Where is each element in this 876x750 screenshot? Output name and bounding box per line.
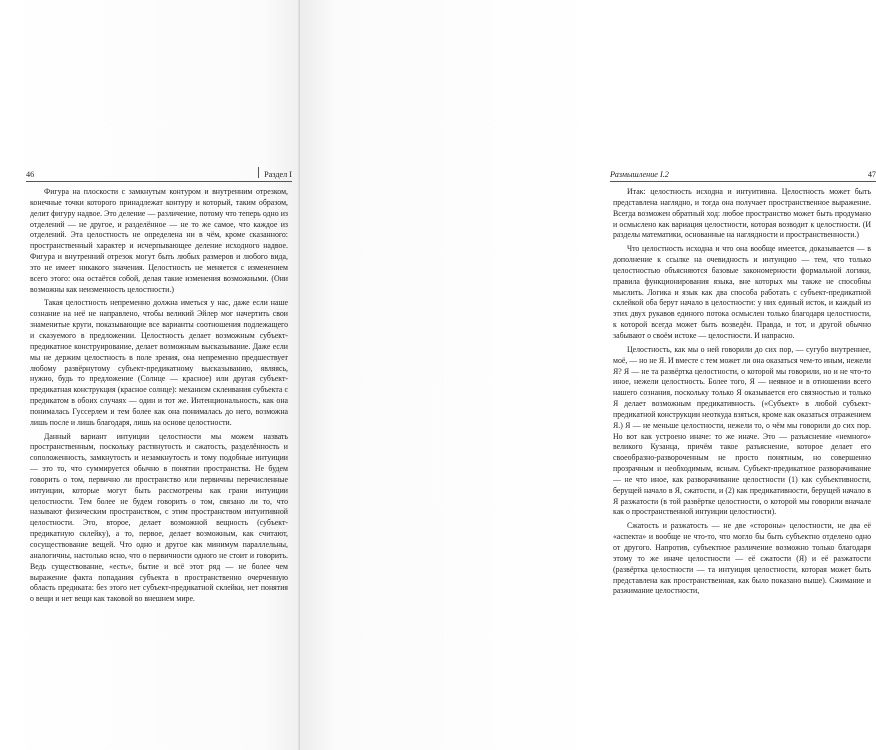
paragraph: Такая целостность непременно должна иметься у нас, даже если наше сознание на неё не направлено, чтобы великий Эйлер мог начертить свои знаменитые круги, показывающие все варианты соотношения подлежащего и сказуемого в предложении. Целостность делает возможным субъект-предикатное конструирование, делает возможным высказывание. Даже если мы не держим целостность в поле зрения, она непременно предшествует любому развёрнутому субъект-предикатному высказыванию, являясь, нужно, будь то предложение (Солнце — красное) или другая субъект-предикатная конструкция (красное солнце): механизм склеивания субъекта с предикатом в обоих случаях — один и тот же. Интенциональность, как она понималась Гуссерлем и тем более как она понималась до него, возможна лишь после и лишь благодаря, лишь на основе целостности. [30, 298, 288, 427]
left-page [0, 0, 300, 750]
left-section-label [253, 167, 292, 181]
left-body-text [30, 187, 288, 605]
running-head-divider [258, 167, 259, 178]
left-running-head [26, 167, 292, 182]
right-page-number: 47 [867, 170, 876, 179]
right-section-title: Размышление I.2 [610, 170, 669, 179]
left-page-number: 46 [26, 170, 35, 179]
paragraph: Фигура на плоскости с замкнутым контуром и внутренним отрезком, конечные точки которого принадлежат контуру и который, таким образом, делит фигуру надвое. Это деление — различение, потому что теперь одно из отделений — не другое, и разделённое — не то же самое, что каждое из отделений. Эта целостность не определена ни в чём, кроме сказанного: пространственный характер и исчерпывающее деление исходного надвое. Фигура и внутренний отрезок могут быть любых размеров и любого вида, это не имеет никакого значения. Целостность не меняется с изменением всего этого: она остаётся собой, делая такие изменения возможными. (Они возможны как неизменность целостности.) [30, 187, 288, 294]
paragraph: Целостность, как мы о ней говорили до сих пор, — сугубо внутреннее, моё, — но не Я. И вместе с тем может ли она оказаться чем-то иным, нежели Я? Я — не та развёртка целостности, о которой мы говорили, но и не что-то иное, нежели целостность. Более того, Я — неявное и в отношении всего нашего сознания, поскольку только Я оказывается его связностью и только Я делает возможным предикативность. («Субъект» в любой субъект-предикатной конструкции неоткуда взяться, кроме как оказаться отражением Я.) Я — не меньше целостности, нежели то, о чём мы говорили до сих пор. Но вот как устроено иначе: то же иначе. Это — разъяснение «немного» великого Кузанца, причём такое разъяснение, которое делает его своеобразно-развороченным не просто понятным, но совершенно прозрачным и необходимым, ясным. Субъект-предикатное разворачивание — не что иное, как разворачивание целостности (1) как субъективности, берущей начало в Я, сжатости, и (2) как предикативности, берущей начало в Я разжатости (в той развёртке целостности, о которой мы говорили вначале как о пространственной интуиции целостности). [613, 344, 871, 517]
right-running-head [610, 167, 876, 182]
left-section-title: Раздел I [264, 170, 292, 179]
paragraph: Итак: целостность исходна и интуитивна. Целостность может быть представлена наглядно, и тогда она получает пространственное выражение. Всегда возможен обратный ход: любое пространство может быть продумано и осмыслено как вариация целостности, которая возводит к целостности. (И разделы математики, основанные на наглядности и пространственности.) [613, 187, 871, 240]
right-body-text [613, 187, 871, 597]
paragraph: Данный вариант интуиции целостности мы можем назвать пространственным, поскольку растянутость и сжатость, разделённость и соположенность, замкнутость и незамкнутость и тому подобные интуиции — это то, что суммируется обычно в понятии пространства. Не будем говорить о том, первично ли пространство или первичны перечисленные интуиции, которые могут быть рассмотрены как грани интуиции целостности. Тем более не будем говорить о том, связано ли то, что называют физическим пространством, с этим пространством интуитивной целостности. Это, второе, делает возможной вещность (субъект-предикатную склейку), а то, первое, делает возможным, как считают, сосуществование вещей. Что одно и другое как минимум параллельны, аналогичны, настолько ясно, что о первичности одного не стоит и говорить. Ведь существование, «есть», бытие и всё этот ряд — не более чем выражение факта попадания субъекта в пространственно очерченную область предиката: без этого нет субъект-предикатной склейки, нет понятия о вещи и нет вещи как таковой во внешнем мире. [30, 431, 288, 604]
paragraph: Сжатость и разжатость — не две «стороны» целостности, не два её «аспекта» и вообще не что-то, что могло бы быть субъектно отделено одно от другого. Напротив, субъектное различение возможно только благодаря этому то же иначе целостности — её сжатости (Я) и её разжатости (развёртка целостности — та интуиция целостности, которая может быть представлена как пространственная, как было показано выше). Сжимание и разжимание целостности, [613, 521, 871, 596]
paragraph: Что целостность исходна и что она вообще имеется, доказывается — в дополнение к ссылке на очевидность и интуицию — тем, что только целостностью объясняются базовые закономерности формальной логики, правила функционирования языка, вне которых мы также не способны мыслить. Логика и язык как два способа работать с субъект-предикатной склейкой оба берут начало в целостности: у них единый исток, и каждый из этих двух рукавов единого потока осмыслен только благодаря целостности, к которой всегда может быть возведён. Правда, и тот, и другой обычно забывают о своём истоке — целостности. И напрасно. [613, 244, 871, 340]
right-page [300, 0, 876, 750]
